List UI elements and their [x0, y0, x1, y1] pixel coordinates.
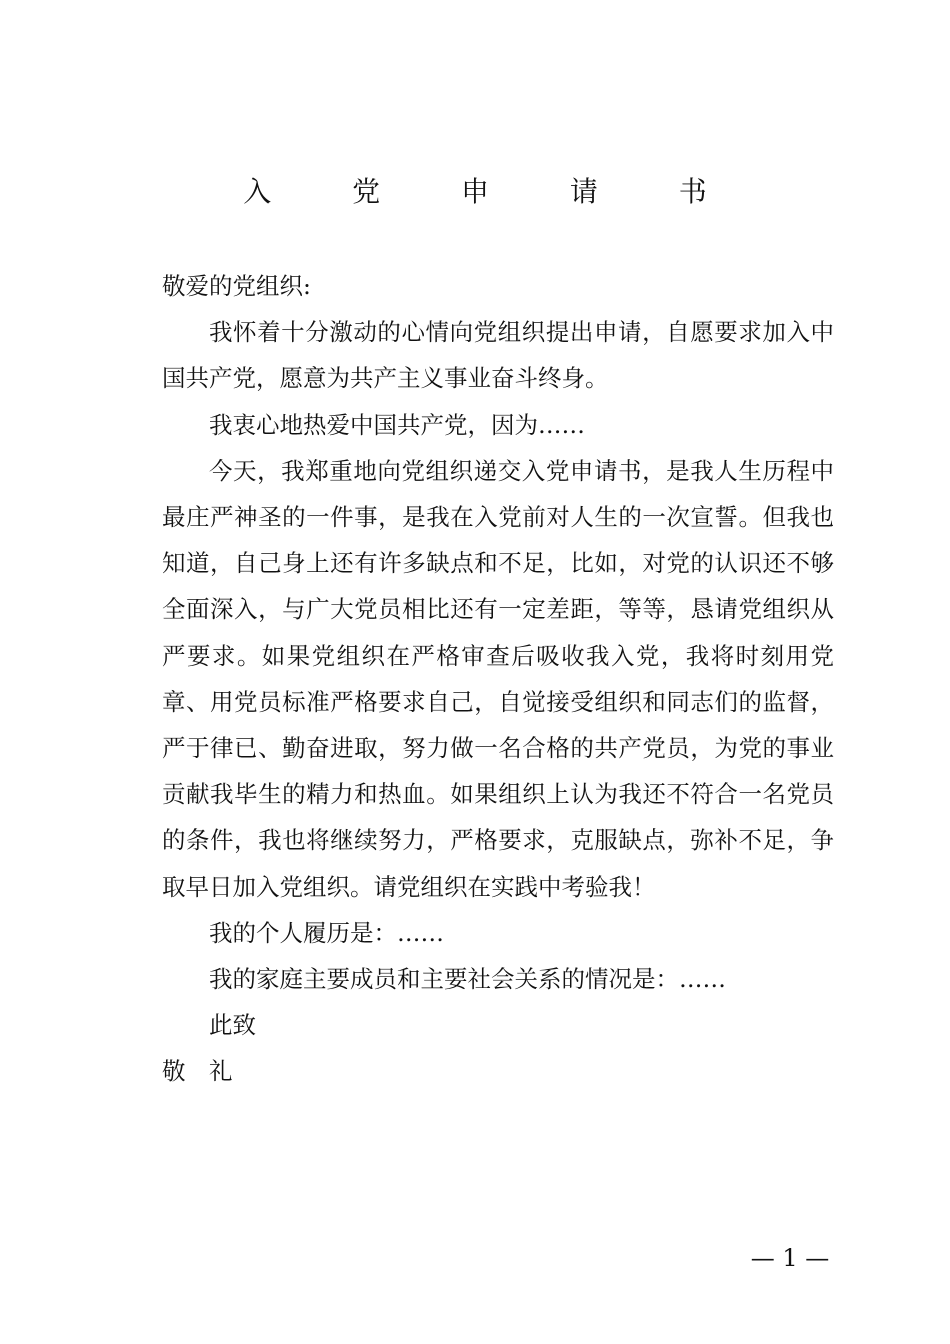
paragraph-resume: 我的个人履历是：……	[209, 918, 444, 947]
paragraph-intent: 我怀着十分激动的心情向党组织提出申请，自愿要求加入中国共产党，愿意为共产主义事业奋斗终身。	[162, 318, 834, 393]
paragraph-family: 我的家庭主要成员和主要社会关系的情况是：……	[209, 965, 726, 994]
salutation: 敬爱的党组织:	[162, 272, 311, 300]
paragraph-commitment: 今天，我郑重地向党组织递交入党申请书，是我人生历程中最庄严神圣的一件事，是我在入党前对人生的一次宣誓。但我也知道，自己身上还有许多缺点和不足，比如，对党的认识还不够全面深入，与广大党员相比还有一定差距，等等，恳请党组织从严要求。如果党组织在严格审查后吸收我入党，我将时刻用党章、用党员标准严格要求自己，自觉接受组织和同志们的监督，严于律已、勤奋进取，努力做一名合格的共产党员，为党的事业贡献我毕生的精力和热血。如果组织上认为我还不符合一名党员的条件，我也将继续努力，严格要求，克服缺点，弥补不足，争取早日加入党组织。请党组织在实践中考验我！	[162, 456, 834, 901]
paragraph-love-party: 我衷心地热爱中国共产党，因为……	[209, 410, 585, 439]
closing-jingli: 敬 礼	[162, 1057, 241, 1086]
page-number: — 1 —	[750, 1244, 830, 1272]
document-title: 入 党 申 请 书	[243, 175, 743, 208]
closing-cizhi: 此致	[209, 1011, 256, 1040]
document-body	[162, 263, 834, 1095]
